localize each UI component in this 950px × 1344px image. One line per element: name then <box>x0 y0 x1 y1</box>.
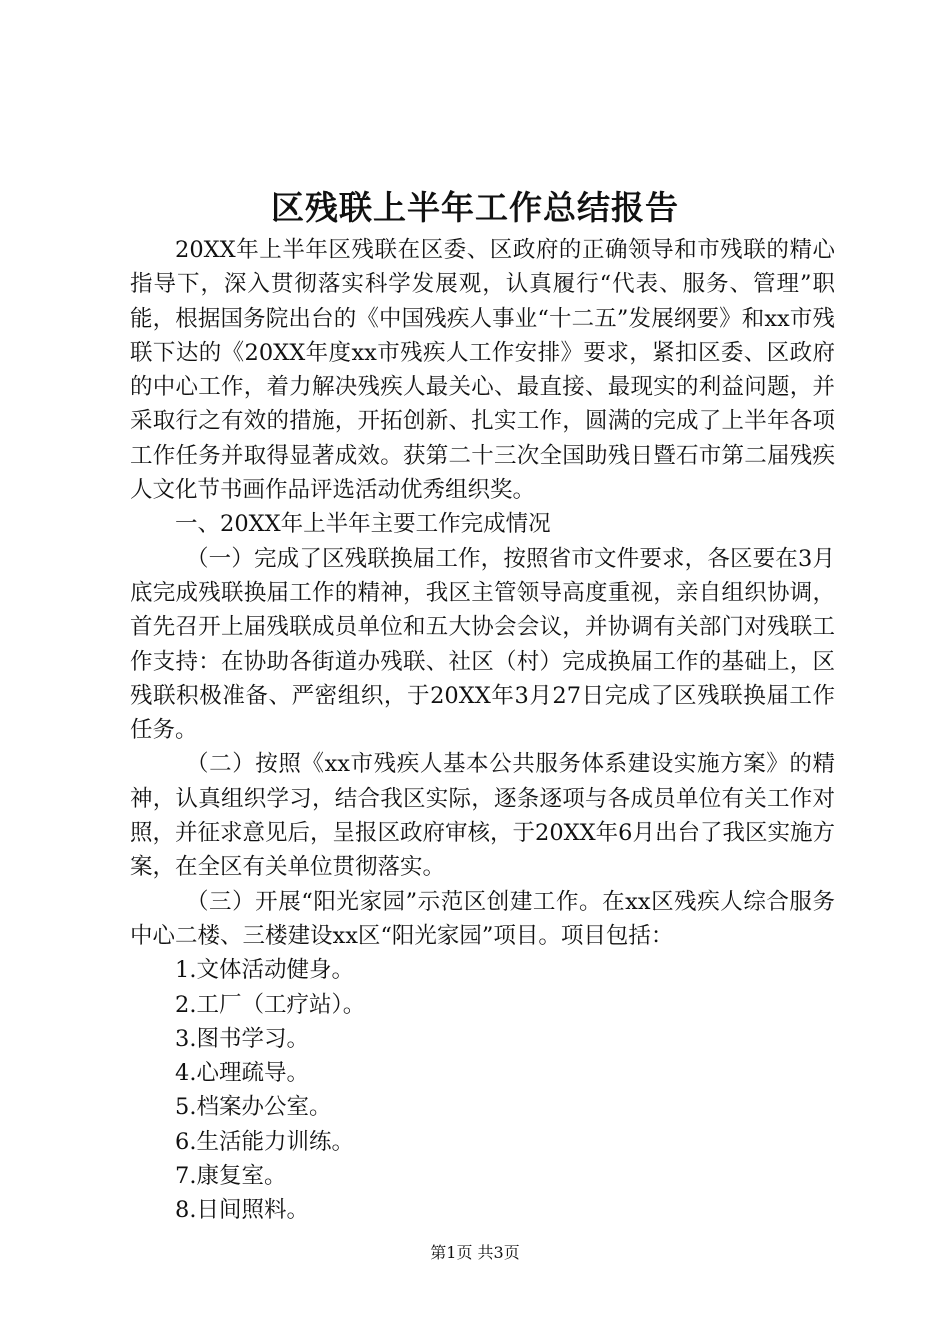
document-body <box>130 233 835 1228</box>
list-item: 5.档案办公室。 <box>175 1094 332 1121</box>
document-title: 区残联上半年工作总结报告 <box>271 188 679 227</box>
list-item: 3.图书学习。 <box>175 1025 309 1052</box>
list-item: 1.文体活动健身。 <box>175 957 354 984</box>
list-item: 4.心理疏导。 <box>175 1060 309 1087</box>
paragraph-item-1: （一）完成了区残联换届工作，按照省市文件要求，各区要在3月底完成残联换届工作的精神，我区主管领导高度重视，亲自组织协调，首先召开上届残联成员单位和五大协会会议，并协调有关部门对残联工作支持：在协助各街道办残联、社区（村）完成换届工作的基础上，区残联积极准备、严密组织，于20XX年3月27日完成了区残联换届工作任务。 <box>130 545 835 744</box>
page-indicator: 第1页 共3页 <box>430 1243 520 1262</box>
list-item: 6.生活能力训练。 <box>175 1128 354 1155</box>
list-item: 7.康复室。 <box>175 1163 287 1190</box>
list-item: 2.工厂（工疗站）。 <box>175 991 366 1018</box>
list-item: 8.日间照料。 <box>175 1197 309 1224</box>
intro-paragraph: 20XX年上半年区残联在区委、区政府的正确领导和市残联的精心指导下，深入贯彻落实科学发展观，认真履行“代表、服务、管理”职能，根据国务院出台的《中国残疾人事业“十二五”发展纲要》和xx市残联下达的《20XX年度xx市残疾人工作安排》要求，紧扣区委、区政府的中心工作，着力解决残疾人最关心、最直接、最现实的利益问题，并采取行之有效的措施，开拓创新、扎实工作，圆满的完成了上半年各项工作任务并取得显著成效。获第二十三次全国助残日暨石市第二届残疾人文化节书画作品评选活动优秀组织奖。 <box>130 237 835 504</box>
paragraph-item-3: （三）开展“阳光家园”示范区创建工作。在xx区残疾人综合服务中心二楼、三楼建设xx区“阳光家园”项目。项目包括： <box>130 888 835 949</box>
paragraph-item-2: （二）按照《xx市残疾人基本公共服务体系建设实施方案》的精神，认真组织学习，结合我区实际，逐条逐项与各成员单位有关工作对照，并征求意见后，呈报区政府审核，于20XX年6月出台了我区实施方案，在全区有关单位贯彻落实。 <box>130 751 835 881</box>
section-heading: 一、20XX年上半年主要工作完成情况 <box>175 511 551 538</box>
